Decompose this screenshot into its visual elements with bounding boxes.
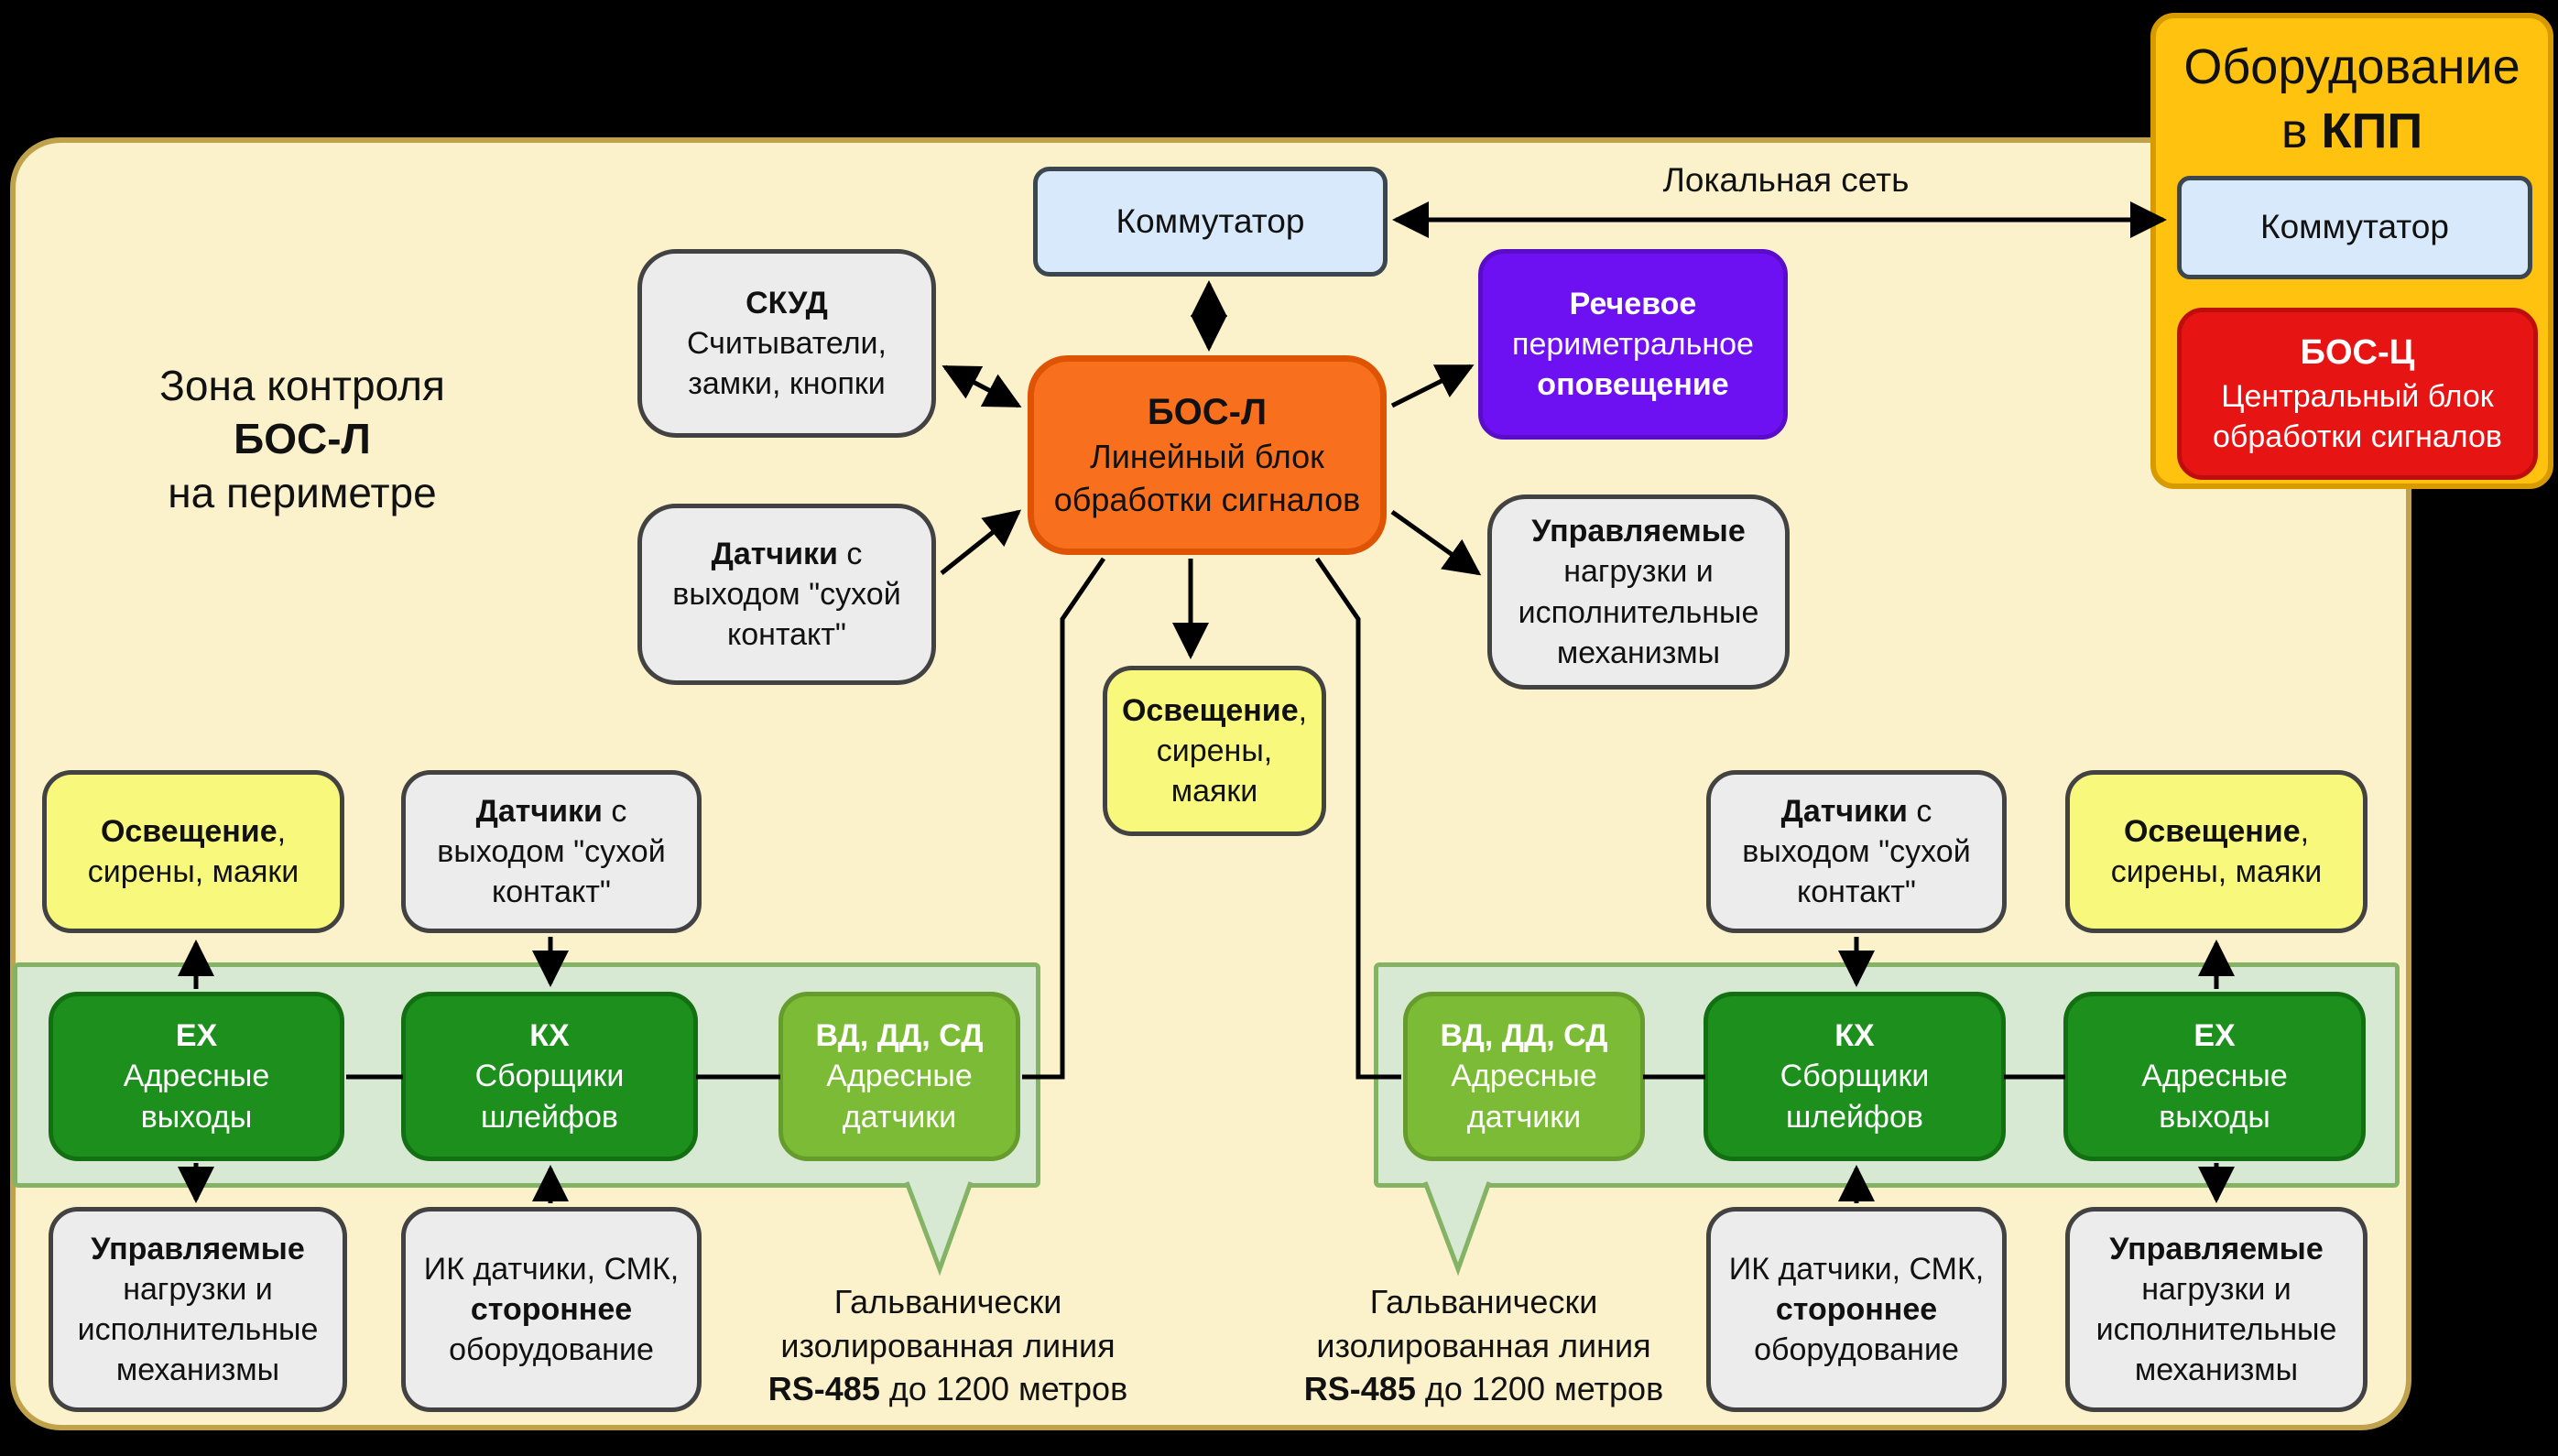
- right-callout-line3: [1287, 1367, 1681, 1411]
- skud-line1: Считыватели,: [687, 325, 887, 361]
- label-bold-part: Освещение: [2123, 813, 2301, 849]
- right-vd-title: ВД, ДД, СД: [1440, 1018, 1608, 1054]
- right-loads-line2: нагрузки и: [2141, 1271, 2291, 1307]
- left-loads-line1: Управляемые: [91, 1231, 305, 1266]
- left-lights-line1: [101, 811, 286, 852]
- loads-mid-line1: Управляемые: [1531, 514, 1746, 549]
- right-kx-line3: шлейфов: [1786, 1099, 1923, 1135]
- label-bold-part: Датчики: [711, 536, 838, 571]
- right-lights-line2: сирены, маяки: [2110, 854, 2323, 889]
- left-lights-box: [42, 770, 344, 933]
- sensors-mid-line2: выходом "сухой: [672, 576, 901, 612]
- bosc-line1: Центральный блок: [2221, 378, 2494, 414]
- right-ik-box: [1706, 1207, 2007, 1412]
- label-part: ,: [2300, 813, 2310, 849]
- right-loads-line1: Управляемые: [2109, 1231, 2324, 1266]
- left-vd-line2: Адресные: [826, 1059, 973, 1094]
- left-kx-box: [401, 992, 698, 1161]
- left-ex-line3: выходы: [140, 1099, 253, 1135]
- label-part: до 1200 метров: [879, 1370, 1128, 1408]
- right-kx-line2: Сборщики: [1780, 1059, 1930, 1094]
- left-lights-line2: сирены, маяки: [87, 854, 299, 889]
- right-vd-line2: Адресные: [1451, 1059, 1597, 1094]
- lights-mid-box: [1103, 666, 1326, 836]
- label-part: в: [2280, 103, 2322, 159]
- right-kx-box: [1704, 992, 2006, 1161]
- right-rs485-callout: [1287, 1280, 1681, 1411]
- zone-caption-line1: Зона контроля: [159, 362, 445, 409]
- label-bold-part: Освещение: [1121, 692, 1299, 728]
- left-loads-line3: исполнительные: [77, 1312, 319, 1347]
- right-loads-line4: механизмы: [2134, 1353, 2299, 1388]
- right-ex-box: [2063, 992, 2366, 1161]
- label-part: ,: [1298, 692, 1308, 728]
- right-vd-line3: датчики: [1466, 1099, 1582, 1135]
- kpp-group-title: [2156, 35, 2548, 163]
- left-callout-line2: изолированная линия: [780, 1326, 1116, 1364]
- right-callout-line2: изолированная линия: [1316, 1326, 1651, 1364]
- right-ik-line1: ИК датчики, СМК,: [1728, 1251, 1985, 1287]
- kpp-switch-label: Коммутатор: [2260, 208, 2449, 246]
- bosl-line2: обработки сигналов: [1053, 481, 1361, 518]
- label-part: ,: [277, 813, 287, 849]
- speech-alert-box: [1478, 249, 1788, 440]
- left-vd-line3: датчики: [842, 1099, 957, 1135]
- top-switch-label: Коммутатор: [1116, 201, 1305, 240]
- right-sensors-box: [1706, 770, 2007, 933]
- left-loads-line4: механизмы: [115, 1353, 280, 1388]
- left-callout-line3: [751, 1367, 1145, 1411]
- left-ik-line3: оборудование: [449, 1332, 654, 1368]
- label-bold-part: Датчики: [475, 793, 603, 829]
- bosc-line2: обработки сигналов: [2213, 418, 2502, 454]
- bosc-title: БОС-Ц: [2300, 333, 2415, 373]
- left-kx-line2: Сборщики: [474, 1059, 625, 1094]
- bosl-title: БОС-Л: [1147, 392, 1268, 433]
- right-sensors-line2: выходом "сухой: [1742, 833, 1971, 869]
- bosc-box: [2177, 308, 2538, 480]
- left-ik-line2: стороннее: [470, 1291, 633, 1327]
- left-sensors-line3: контакт": [492, 875, 611, 910]
- label-bold-part: Датчики: [1780, 793, 1908, 829]
- left-rs485-callout: [751, 1280, 1145, 1411]
- label-part: до 1200 метров: [1415, 1370, 1664, 1408]
- speech-line1: Речевое: [1569, 286, 1697, 321]
- kpp-equipment-group: [2150, 13, 2553, 489]
- right-ex-title: EX: [2193, 1018, 2236, 1054]
- right-sensors-line3: контакт": [1797, 875, 1916, 910]
- left-sensors-line1: [476, 791, 627, 831]
- bosl-box: [1028, 355, 1387, 555]
- loads-mid-line3: исполнительные: [1518, 594, 1759, 630]
- skud-line2: замки, кнопки: [688, 366, 886, 402]
- speech-line3: оповещение: [1537, 367, 1729, 403]
- zone-caption-line3: на периметре: [168, 468, 437, 516]
- right-loads-box: [2065, 1207, 2368, 1412]
- left-vd-box: [778, 992, 1020, 1161]
- loads-mid-line4: механизмы: [1556, 635, 1721, 670]
- loads-mid-line2: нагрузки и: [1563, 554, 1714, 590]
- right-ik-line3: оборудование: [1754, 1332, 1959, 1368]
- skud-box: [637, 249, 936, 438]
- right-loads-line3: исполнительные: [2095, 1312, 2337, 1347]
- right-ik-line2: стороннее: [1775, 1291, 1938, 1327]
- label-bold-part: Освещение: [100, 813, 278, 849]
- left-kx-line3: шлейфов: [481, 1099, 618, 1135]
- right-ex-line2: Адресные: [2141, 1059, 2288, 1094]
- left-loads-line2: нагрузки и: [123, 1271, 273, 1307]
- left-ex-title: EX: [175, 1018, 218, 1054]
- left-callout-line1: Гальванически: [833, 1283, 1062, 1320]
- right-callout-line1: Гальванически: [1369, 1283, 1598, 1320]
- left-ik-box: [401, 1207, 702, 1412]
- label-bold-part: RS-485: [767, 1370, 880, 1408]
- sensors-mid-line3: контакт": [727, 617, 846, 653]
- lan-label-text: Локальная сеть: [1662, 161, 1910, 199]
- right-lights-line1: [2124, 811, 2309, 852]
- lights-mid-line3: маяки: [1170, 774, 1258, 809]
- right-vd-box: [1403, 992, 1645, 1161]
- zone-caption: [55, 359, 550, 519]
- lights-mid-line1: [1122, 690, 1307, 731]
- loads-mid-box: [1487, 494, 1790, 690]
- label-bold-part: КПП: [2321, 103, 2423, 159]
- left-ik-line1: ИК датчики, СМК,: [423, 1251, 680, 1287]
- speech-line2: периметральное: [1512, 326, 1754, 362]
- left-vd-title: ВД, ДД, СД: [815, 1018, 984, 1054]
- left-sensors-box: [401, 770, 702, 933]
- label-part: с: [602, 793, 627, 829]
- label-bold-part: RS-485: [1303, 1370, 1416, 1408]
- right-lights-box: [2065, 770, 2368, 933]
- lights-mid-line2: сирены,: [1156, 733, 1273, 768]
- right-sensors-line1: [1781, 791, 1932, 831]
- lan-label: [1603, 161, 1969, 200]
- left-ex-line2: Адресные: [123, 1059, 270, 1094]
- skud-title: СКУД: [746, 285, 828, 321]
- right-ex-line3: выходы: [2159, 1099, 2270, 1135]
- kpp-switch-box: [2177, 176, 2532, 279]
- left-sensors-line2: выходом "сухой: [437, 833, 666, 869]
- kpp-title-line2: [2156, 99, 2548, 163]
- left-loads-box: [49, 1207, 347, 1412]
- kpp-title-line1: Оборудование: [2183, 39, 2520, 94]
- label-part: с: [1907, 793, 1932, 829]
- right-kx-title: КХ: [1834, 1018, 1875, 1054]
- top-switch-box: [1033, 167, 1388, 277]
- bosl-line1: Линейный блок: [1090, 438, 1324, 476]
- left-ex-box: [49, 992, 344, 1161]
- sensors-mid-box: [637, 504, 936, 685]
- sensors-mid-line1: [712, 534, 863, 574]
- left-kx-title: КХ: [529, 1018, 570, 1054]
- label-part: с: [837, 536, 863, 571]
- zone-caption-line2: БОС-Л: [234, 415, 371, 463]
